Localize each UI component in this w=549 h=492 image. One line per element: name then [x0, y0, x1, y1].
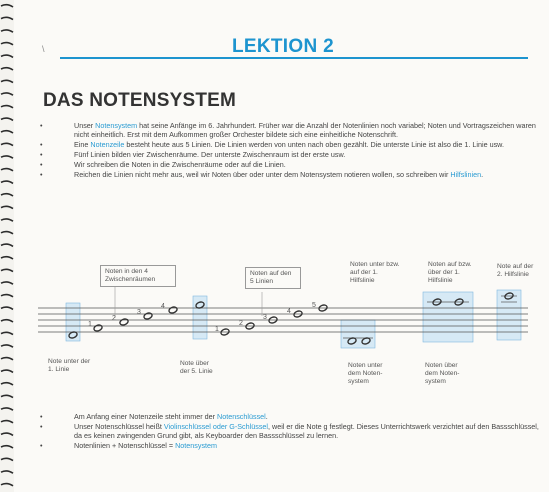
- bullet-item: [40, 412, 540, 421]
- bullet-text: Fünf Linien bilden vier Zwischenräume. Der unterste Zwischenraum ist der erste usw.: [74, 150, 346, 159]
- bullet-text: besteht heute aus 5 Linien. Die Linien werden von unten nach oben gezählt. Die unterste Linie ist also die 1. Linie usw.: [124, 140, 504, 149]
- bullet-text: , weil er die Note g festlegt. Dieses Unterrichtswerk verzichtet auf den Bassschlüssel, da es keinen zwingenden Grund gibt, als Keyboarder den Bassschlüssel zu lernen.: [74, 422, 539, 440]
- note-number: 2: [112, 315, 116, 322]
- label-ledger-second: Note auf der 2. Hilfslinie: [497, 263, 534, 279]
- highlight-box: [423, 292, 473, 342]
- bottom-bullet-list: [40, 412, 540, 451]
- lesson-heading: LEKTION 2: [232, 36, 334, 57]
- page-mark: \: [42, 44, 45, 54]
- highlighted-term: Notensystem: [95, 121, 138, 130]
- highlighted-term: Hilfslinien: [450, 170, 482, 179]
- note-number: 3: [263, 314, 267, 321]
- label-ledger-below: Noten unter bzw. auf der 1. Hilfslinie: [350, 261, 400, 285]
- note-number: 1: [88, 321, 92, 328]
- label-lines: Noten auf den 5 Linien: [245, 267, 301, 289]
- highlighted-term: Violinschlüssel oder G-Schlüssel: [163, 422, 269, 431]
- bullet-text: hat seine Anfänge im 6. Jahrhundert. Früher war die Anzahl der Notenlinien noch variabel; Noten und Vortragszeichen waren nicht einheitlich. Erst mit dem Aufkommen großer Orchester bildete sich eine einheitliche Notenschrift.: [74, 121, 536, 139]
- section-title: DAS NOTENSYSTEM: [43, 90, 237, 111]
- highlight-box: [497, 290, 521, 340]
- bullet-text: Eine: [74, 140, 91, 149]
- bullet-text: Unser Notenschlüssel heißt: [74, 422, 164, 431]
- note-number: 4: [287, 308, 291, 315]
- bullet-item: [40, 441, 540, 450]
- note-number: 5: [312, 302, 316, 309]
- label-spaces: Noten in den 4 Zwischenräumen: [100, 265, 176, 287]
- label-below-line1: Note unter der 1. Linie: [48, 358, 91, 374]
- label-above-line5: Note über der 5. Linie: [180, 360, 213, 376]
- bullet-text: Am Anfang einer Notenzeile steht immer der: [74, 412, 218, 421]
- highlighted-term: Notensystem: [175, 441, 218, 450]
- highlighted-term: Notenzeile: [90, 140, 125, 149]
- label-above-system: Noten über dem Noten-system: [425, 362, 460, 386]
- bullet-text: Wir schreiben die Noten in die Zwischenräume oder auf die Linien.: [74, 160, 286, 169]
- bullet-text: .: [481, 170, 484, 179]
- label-below-system: Noten unter dem Noten-system: [348, 362, 383, 386]
- note-number: 3: [137, 309, 141, 316]
- note-number: 1: [215, 326, 219, 333]
- note-number: 4: [161, 303, 165, 310]
- bullet-text: Notenlinien + Notenschlüssel =: [74, 441, 176, 450]
- note-number: 2: [239, 320, 243, 327]
- whole-note: [143, 312, 153, 320]
- label-ledger-above: Noten auf bzw. über der 1. Hilfslinie: [428, 261, 472, 285]
- bullet-text: .: [265, 412, 268, 421]
- bullet-item: [40, 422, 540, 440]
- bullet-text: Unser: [74, 121, 96, 130]
- highlighted-term: Notenschlüssel: [217, 412, 266, 421]
- bullet-text: Reichen die Linien nicht mehr aus, weil wir Noten über oder unter dem Notensystem notieren wollen, so schreiben wir: [74, 170, 451, 179]
- highlight-box: [66, 303, 80, 341]
- whole-note: [93, 324, 103, 332]
- highlight-box: [341, 320, 375, 348]
- whole-note: [168, 306, 178, 314]
- whole-note: [119, 318, 129, 326]
